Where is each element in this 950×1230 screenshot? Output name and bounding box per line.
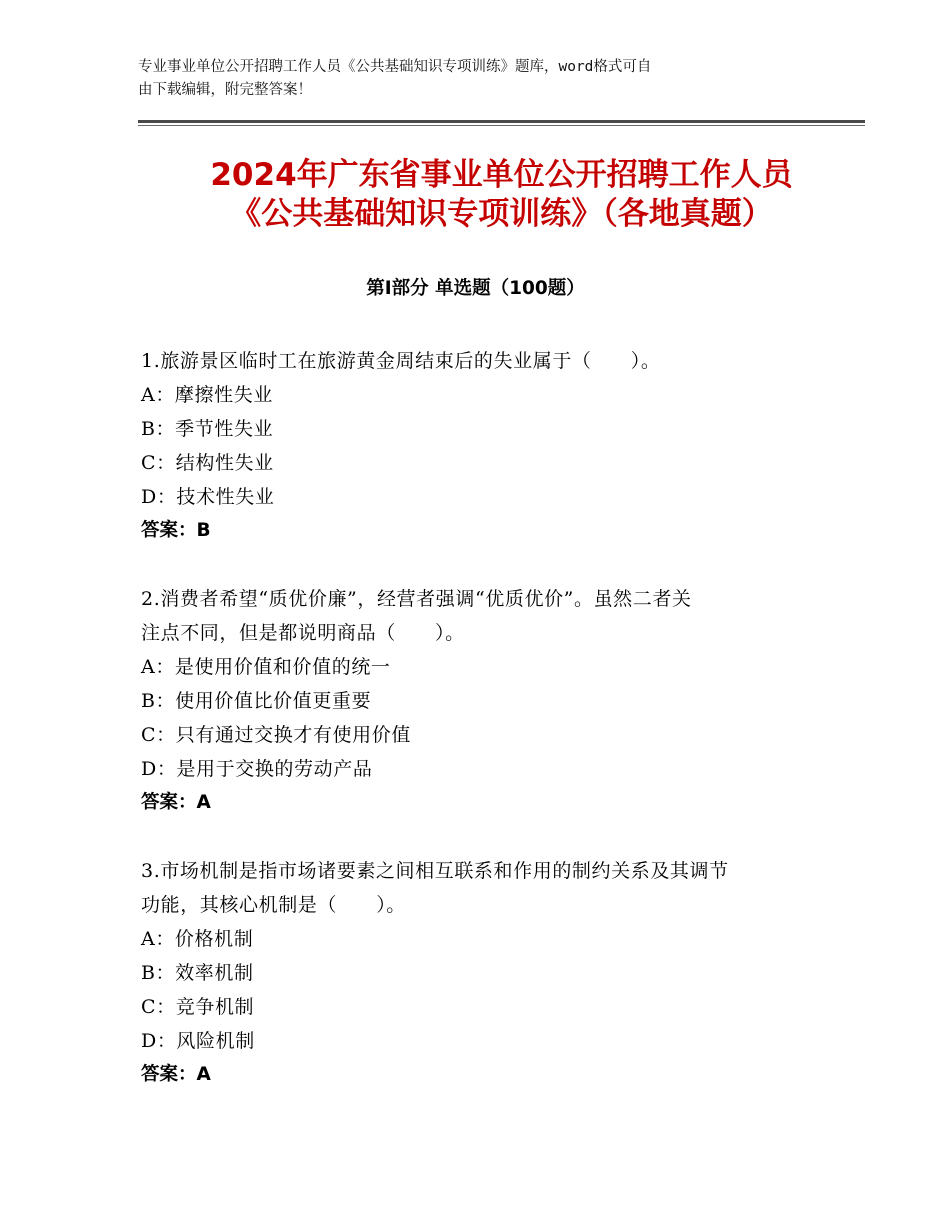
header-rule-thin bbox=[138, 125, 865, 126]
question-2 bbox=[141, 582, 801, 820]
question-stem: 1.旅游景区临时工在旅游黄金周结束后的失业属于（ ）。 bbox=[141, 350, 661, 372]
question-stem-line-1: 2.消费者希望“质优价廉”，经营者强调“优质优价”。虽然二者关 bbox=[141, 588, 692, 610]
document-title-line-2: 《公共基础知识专项训练》（各地真题） bbox=[230, 196, 773, 232]
header-note bbox=[138, 56, 808, 102]
question-stem-line-2: 功能，其核心机制是（ ）。 bbox=[141, 894, 406, 916]
header-note-line-2: 由下载编辑，附完整答案！ bbox=[138, 82, 312, 98]
option-b: B：季节性失业 bbox=[141, 418, 274, 440]
option-a: A：价格机制 bbox=[141, 928, 254, 950]
option-c: C：只有通过交换才有使用价值 bbox=[141, 724, 411, 746]
question-1 bbox=[141, 344, 801, 548]
question-stem-line-1: 3.市场机制是指市场诸要素之间相互联系和作用的制约关系及其调节 bbox=[141, 860, 729, 882]
option-d: D：技术性失业 bbox=[141, 486, 275, 508]
option-a: A：是使用价值和价值的统一 bbox=[141, 656, 391, 678]
option-c: C：竞争机制 bbox=[141, 996, 255, 1018]
question-3 bbox=[141, 854, 801, 1092]
answer: 答案：A bbox=[141, 1064, 211, 1085]
section-title: 第Ⅰ部分 单选题（100题） bbox=[366, 278, 585, 299]
header-rule-thick bbox=[138, 120, 865, 123]
question-stem-line-2: 注点不同，但是都说明商品（ ）。 bbox=[141, 622, 465, 644]
option-b: B：效率机制 bbox=[141, 962, 254, 984]
question-list bbox=[141, 344, 801, 1126]
header-note-line-1: 专业事业单位公开招聘工作人员《公共基础知识专项训练》题库，word格式可自 bbox=[138, 59, 652, 75]
answer: 答案：B bbox=[141, 520, 211, 541]
answer: 答案：A bbox=[141, 792, 211, 813]
option-a: A：摩擦性失业 bbox=[141, 384, 273, 406]
document-title-line-1: 2024年广东省事业单位公开招聘工作人员 bbox=[210, 157, 793, 193]
option-d: D：是用于交换的劳动产品 bbox=[141, 758, 373, 780]
option-c: C：结构性失业 bbox=[141, 452, 274, 474]
option-d: D：风险机制 bbox=[141, 1030, 255, 1052]
document-title bbox=[138, 156, 865, 234]
option-b: B：使用价值比价值更重要 bbox=[141, 690, 372, 712]
